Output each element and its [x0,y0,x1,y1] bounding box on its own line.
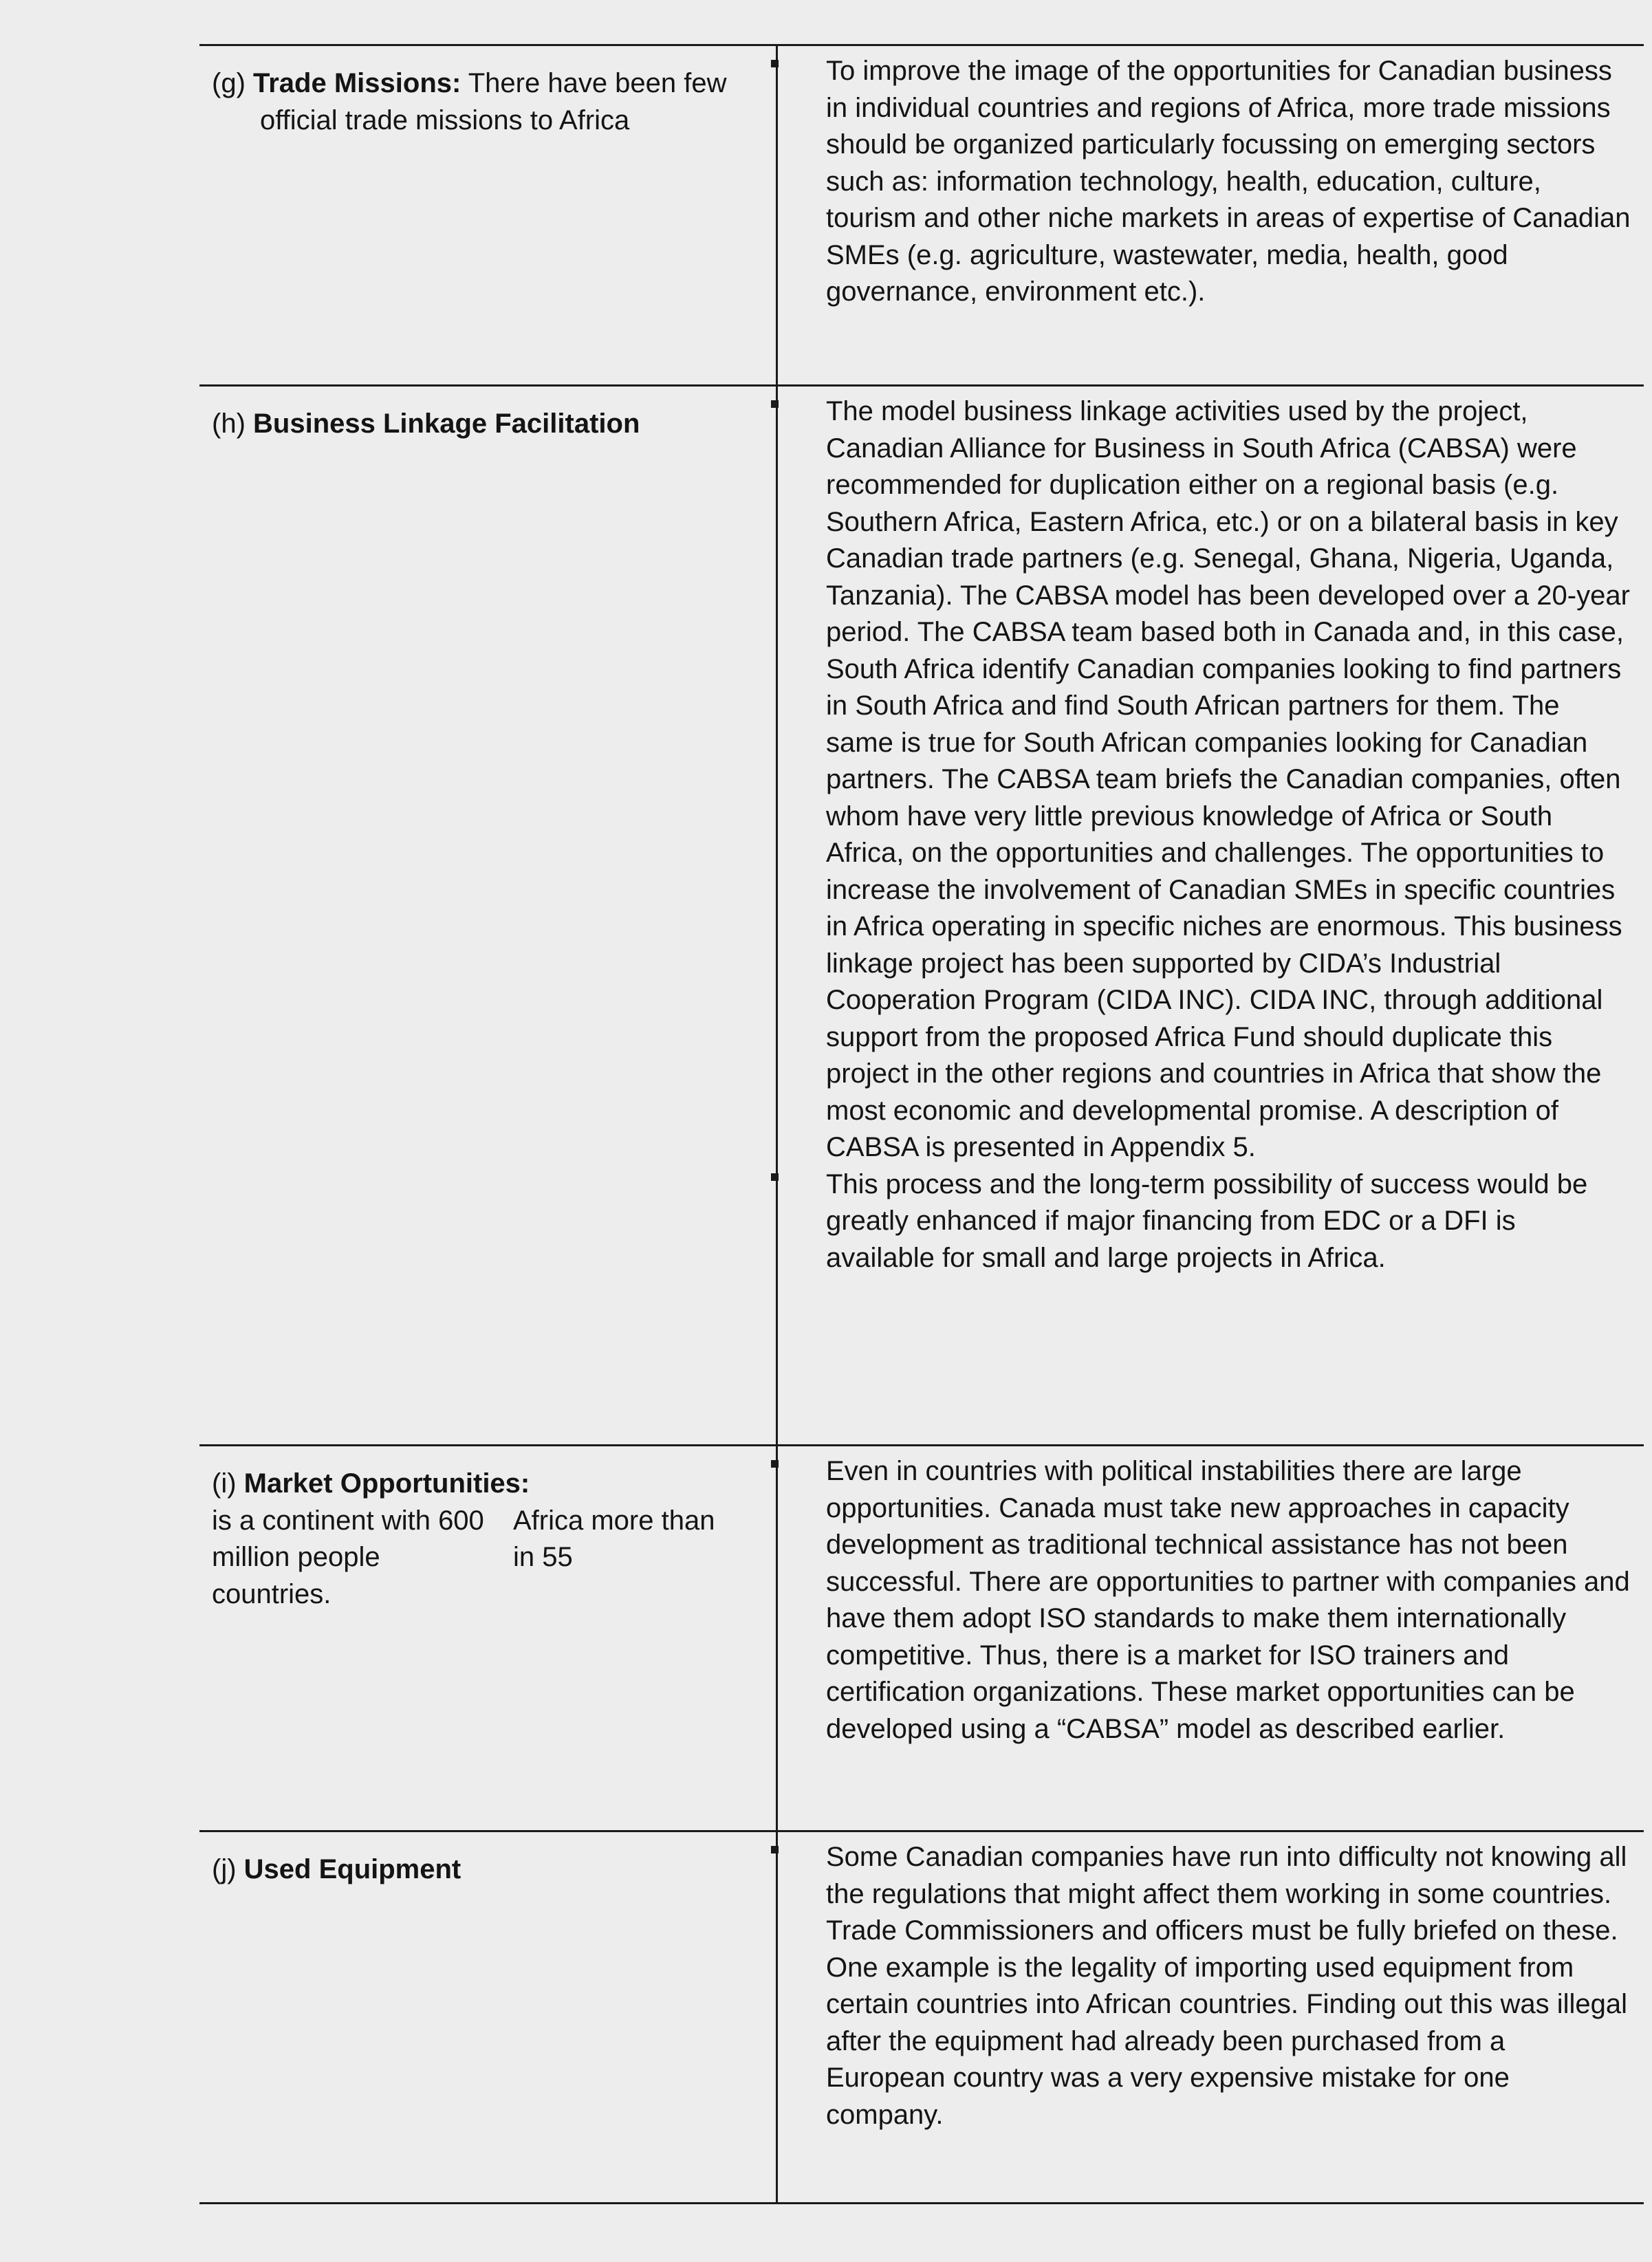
recommendation-cell [777,45,1644,386]
list-item [778,53,1631,311]
bullet-text: The model business linkage activities used by the project, Canadian Alliance for Business in South Africa (CABSA) were recommended for duplication either on a regional basis (e.g. Southern Africa, Eastern Africa, etc.) or on a bilateral basis in key Canadian trade partners (e.g. Senegal, Ghana, Nigeria, Uganda, Tanzania). The CABSA model has been developed over a 20-year period. The CABSA team based both in Canada and, in this case, South Africa identify Canadian companies looking to find partners in South Africa and find South African partners for them. The same is true for South African companies looking for Canadian partners. The CABSA team briefs the Canadian companies, often whom have very little previous knowledge of Africa or South Africa, on the opportunities and challenges. The opportunities to increase the involvement of Canadian SMEs in specific countries in Africa operating in specific niches are enormous. This business linkage project has been supported by CIDA’s Industrial Cooperation Program (CIDA INC). CIDA INC, through additional support from the proposed Africa Fund should duplicate this project in the other regions and countries in Africa that show the most economic and developmental promise. A description of CABSA is presented in Appendix 5. [826,396,1630,1162]
topic-description [212,1503,762,1613]
topic-letter: (i) [212,1468,237,1499]
topic-title: Market Opportunities: [243,1468,530,1499]
bullet-icon [771,1173,779,1181]
topic-heading [212,1466,762,1503]
topic-description-left: is a continent with 600 million people countries. [212,1505,484,1609]
recommendations-table [199,44,1644,2204]
topic-cell [199,1446,777,1831]
topic-description-right: Africa more than in 55 [513,1505,715,1572]
topic-heading [212,406,762,443]
topic-cell [199,1831,777,2204]
bullet-icon [771,400,779,408]
bullet-icon [771,60,779,67]
table-row [199,386,1644,1446]
table-row [199,1446,1644,1831]
list-item [778,1839,1631,2133]
bullet-text: To improve the image of the opportunities for Canadian business in individual countries and regions of Africa, more trade missions should be organized particularly focussing on emerging sectors such as: information technology, health, education, culture, tourism and other niche markets in areas of expertise of Canadian SMEs (e.g. agriculture, wastewater, media, health, good governance, environment etc.). [826,56,1631,307]
table-row [199,1831,1644,2204]
recommendation-cell [777,386,1644,1446]
topic-cell [199,45,777,386]
recommendation-cell [777,1831,1644,2204]
topic-heading [212,65,762,139]
list-item [778,1453,1631,1748]
topic-letter: (j) [212,1854,237,1884]
table-row [199,45,1644,386]
topic-cell [199,386,777,1446]
topic-letter: (h) [212,409,246,439]
bullet-icon [771,1460,779,1468]
bullet-text: Even in countries with political instabilities there are large opportunities. Canada must take new approaches in capacity development as traditional technical assistance has not been successful. There are opportunities to partner with companies and have them adopt ISO standards to make them internationally competitive. Thus, there is a market for ISO trainers and certification organizations. These market opportunities can be developed using a “CABSA” model as described earlier. [826,1456,1630,1744]
list-item [778,393,1631,1166]
topic-title: Trade Missions: [253,68,461,98]
recommendation-cell [777,1446,1644,1831]
topic-heading [212,1851,762,1889]
topic-title: Business Linkage Facilitation [253,409,640,439]
bullet-text: Some Canadian companies have run into difficulty not knowing all the regulations that might affect them working in some countries. Trade Commissioners and officers must be fully briefed on these. One example is the legality of importing used equipment from certain countries into African countries. Finding out this was illegal after the equipment had already been purchased from a European country was a very expensive mistake for one company. [826,1842,1628,2130]
topic-description: There have been few official trade missions to Africa [260,68,727,135]
bullet-text: This process and the long-term possibility of success would be greatly enhanced if major financing from EDC or a DFI is available for small and large projects in Africa. [826,1168,1588,1273]
bullet-icon [771,1846,779,1853]
topic-title: Used Equipment [243,1854,461,1884]
topic-letter: (g) [212,68,246,98]
list-item [778,1166,1631,1277]
